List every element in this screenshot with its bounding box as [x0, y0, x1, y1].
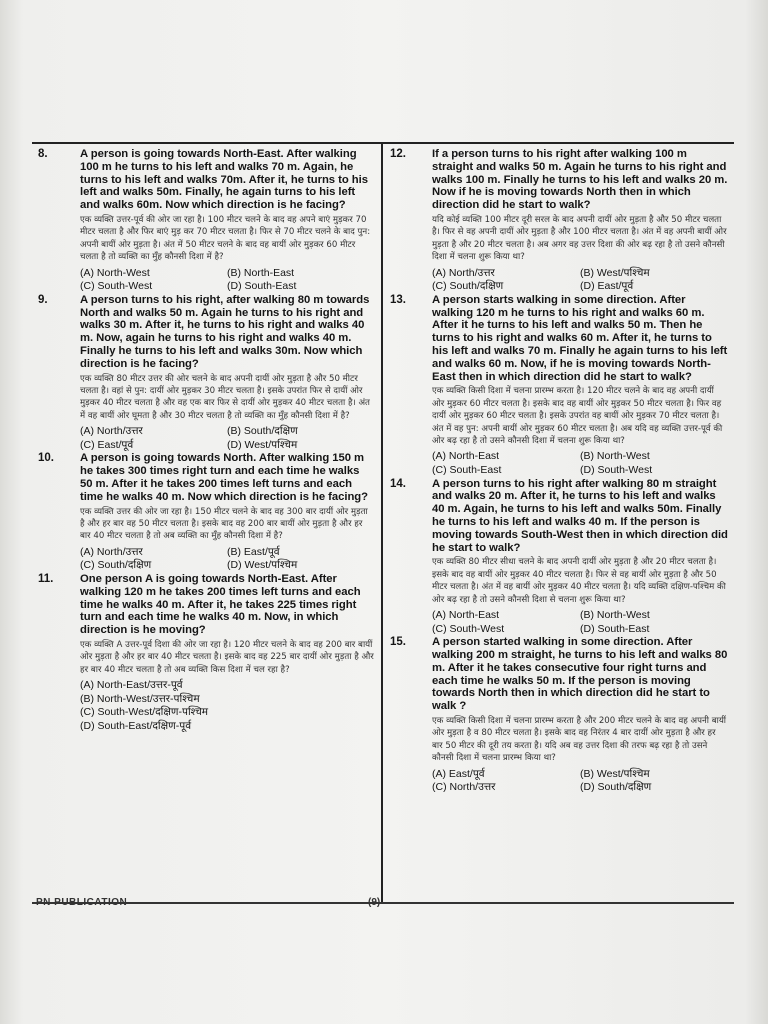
- question-text-hi: एक व्यक्ति 80 मीटर उत्तर की ओर चलने के बाद अपनी दायीं ओर मुड़ता है और 50 मीटर चलता है। वहां से पुन: दायीं ओर मुड़कर 30 मीटर चलता है। इसके उपरांत फिर से दायीं ओर मुड़कर 40 मीटर चलता है और वह एक बार फिर से दायीं ओर मुड़कर 40 मीटर चलता है। अंत में वह बायीं ओर घूमता है और 30 मीटर चलता है तो व्यक्ति का मुँह कौनसी दिशा में है?: [80, 373, 370, 421]
- question-number: 13.: [390, 293, 406, 306]
- question-text-hi: एक व्यक्ति उत्तर-पूर्व की ओर जा रहा है। 100 मीटर चलने के बाद वह अपने बाएं मुड़कर 70 मीटर चलता है और फिर बाएं मुड़ कर 70 मीटर चलता है। फिर से 70 मीटर चलने के बाद पुन: अपनी बायीं ओर मुड़ता है। अंत में 50 मीटर चलने के बाद वह बायीं ओर मुड़कर 60 मीटर चलता है तो व्यक्ति का मुँह कौनसी दिशा में है?: [80, 214, 371, 263]
- option-b: (B) East/पूर्व: [227, 545, 280, 558]
- question-text-hi: एक व्यक्ति किसी दिशा में चलना प्रारम्भ करता है और 200 मीटर चलने के बाद वह अपनी बायीं ओर मुड़ता है व 80 मीटर चलता है। इसके बाद वह निरंतर 4 बार दायीं ओर मुड़ता है और हर बार 50 मीटर की दूरी तय करता है। यदि अब वह उत्तर दिशा की तरफ बढ़ रहा है तो उसने कौनसी दिशा में चलना प्रारम्भ किया था?: [432, 715, 727, 764]
- options-grid: [432, 768, 728, 795]
- question-text-hi: एक व्यक्ति उत्तर की ओर जा रहा है। 150 मीटर चलने के बाद वह 300 बार दायीं ओर मुड़ता है और हर बार वह 50 मीटर चलता है। इसके बाद वह 200 बार बायीं ओर मुड़ता है और हर बार 40 मीटर चलता है तो अब व्यक्ति का मुँह कौनसी दिशा में है?: [80, 506, 368, 542]
- option-b: (B) North-West: [580, 450, 650, 463]
- option-c: (C) South/दक्षिण: [80, 559, 152, 572]
- options-grid: [432, 267, 728, 294]
- question-text-en: A person turns to his right after walking 80 m straight and walks 20 m. After it, he turns to his left and walks 40 m. Again, he turns to his left and walks 50m. Finally he turns to his left and walks 40 m. If the person is moving towards South-West then in which direction did he start to walk?: [432, 477, 728, 554]
- publisher-footer: PN PUBLICATION: [36, 897, 128, 907]
- option-a: (A) East/पूर्व: [432, 767, 485, 780]
- option-d: (D) South/दक्षिण: [580, 781, 652, 794]
- options-grid: [432, 450, 728, 477]
- column-divider: [381, 144, 383, 902]
- option-c: (C) East/पूर्व: [80, 438, 134, 451]
- option-b: (B) North-West: [580, 609, 650, 621]
- option-a: (A) North-East/उत्तर-पूर्व: [80, 679, 183, 692]
- option-d: (D) South-East/दक्षिण-पूर्व: [80, 719, 192, 732]
- option-b: (B) West/पश्चिम: [580, 266, 650, 279]
- question-text-en: One person A is going towards North-East. After walking 120 m he takes 200 times left turns and each time he walks 40 m. After it, he takes 225 times right turn and each time he walks 40 m. Now, in which direction is he moving?: [80, 572, 361, 637]
- question-number: 12.: [390, 148, 406, 160]
- option-d: (D) South-East: [227, 280, 297, 293]
- option-c: (C) South-West: [432, 622, 505, 635]
- option-b: (B) South/दक्षिण: [227, 425, 298, 438]
- options-grid: [80, 425, 374, 452]
- question-number: 15.: [390, 636, 406, 649]
- page-number: (9): [368, 897, 381, 907]
- option-c: (C) South-West: [80, 280, 153, 293]
- question-text-en: A person started walking in some direction. After walking 200 m straight, he turns to his left and walks 80 m. After it he takes consecutive four right turns and each time he walks 50 m. If the person is moving towards North then in which direction did he start to walk ?: [432, 636, 728, 713]
- options-grid: [80, 546, 374, 573]
- question-number: 8.: [38, 148, 48, 160]
- question-number: 14.: [390, 477, 406, 490]
- question-text-en: A person is going towards North-East. After walking 100 m he turns to his left and walks 70 m. Again, he turns to his left and walks 70m. After it, he turns to his left and walks 50m. Finally, he again turns to his left and walks 60m. Now which direction is he facing?: [80, 148, 368, 212]
- options-list: [80, 679, 374, 733]
- option-d: (D) East/पूर्व: [580, 280, 634, 293]
- option-c: (C) North/उत्तर: [432, 781, 496, 794]
- question-text-hi: एक व्यक्ति A उत्तर-पूर्व दिशा की ओर जा रहा है। 120 मीटर चलने के बाद वह 200 बार बायीं ओर मुड़ता है और हर बार 40 मीटर चलता है। इसके बाद वह 225 बार दायीं ओर मुड़ता है और हर बार 40 मीटर चलता है तो अब व्यक्ति किस दिशा में चल रहा है?: [80, 639, 374, 675]
- question-number: 10.: [38, 452, 54, 465]
- option-a: (A) North-East: [432, 609, 500, 621]
- question-text-hi: यदि कोई व्यक्ति 100 मीटर दूरी सरल के बाद अपनी दायीं ओर मुड़ता है और 50 मीटर चलता है। फिर से वह अपनी दायीं ओर मुड़ता है और 100 मीटर चलता है। अंत में वह अपनी बायीं ओर मुड़ता है और 20 मीटर चलता है। अब अगर वह उत्तर दिशा की ओर बढ़ रहा है तो उसने कौनसी दिशा में चलना शुरू किया था?: [432, 214, 727, 263]
- question-text-hi: एक व्यक्ति किसी दिशा में चलना प्रारम्भ करता है। 120 मीटर चलने के बाद वह अपनी दायीं ओर मुड़कर 60 मीटर चलता है। इसके बाद वह बायीं ओर मुड़कर 50 मीटर चलता है। फिर वह दायीं ओर मुड़कर 60 मीटर चलता है। इसके उपरांत वह बायीं ओर मुड़कर 70 मीटर चलता है। अंत में वह पुन: अपनी बायीं ओर मुड़कर 60 मीटर चलता है। अब यदि वह व्यक्ति उत्तर-पूर्व की ओर बढ़ रहा है तो उसने कौनसी दिशा में चलना शुरू किया था?: [432, 386, 723, 446]
- option-d: (D) South-West: [580, 464, 653, 476]
- question-12: [388, 148, 728, 294]
- option-c: (C) South/दक्षिण: [432, 280, 504, 293]
- option-b: (B) West/पश्चिम: [580, 767, 650, 780]
- options-grid: [432, 609, 728, 636]
- option-d: (D) West/पश्चिम: [227, 559, 298, 572]
- question-11: [36, 573, 374, 734]
- options-grid: [80, 267, 374, 294]
- option-b: (B) North-East: [227, 266, 295, 279]
- question-text-en: If a person turns to his right after walking 100 m straight and walks 50 m. Again he turns to his right and walks 100 m. Finally he turns to his left and walks 20 m. Now if he is moving towards North then in which direction did he start to walk?: [432, 148, 728, 212]
- option-a: (A) North-West: [80, 266, 150, 279]
- option-c: (C) South-West/दक्षिण-पश्चिम: [80, 706, 209, 719]
- option-a: (A) North/उत्तर: [80, 425, 143, 438]
- question-8: [36, 148, 374, 294]
- question-text-en: A person is going towards North. After walking 150 m he takes 300 times right turn and each time he walks 50 m. After it he takes 200 times left turns and each time he walks 40 m. Now which direction is he facing?: [80, 452, 369, 503]
- question-number: 11.: [38, 572, 54, 585]
- question-number: 9.: [38, 293, 48, 306]
- option-b: (B) North-West/उत्तर-पश्चिम: [80, 692, 200, 705]
- option-a: (A) North-East: [432, 450, 500, 463]
- question-9: [36, 294, 374, 453]
- question-15: [388, 636, 728, 795]
- option-a: (A) North/उत्तर: [432, 266, 495, 279]
- question-10: [36, 452, 374, 573]
- question-13: [388, 294, 728, 478]
- question-frame: [32, 142, 734, 904]
- option-d: (D) South-East: [580, 622, 650, 635]
- left-column: [36, 148, 374, 734]
- question-text-en: A person turns to his right, after walking 80 m towards North and walks 50 m. Again he turns to his right and walks 30 m. After it, he turns to his right and walks 40 m. Now, again he turns to his right and walks 40 m. Finally he turns to his left and walks 30m. Now which direction is he facing?: [80, 293, 370, 370]
- question-text-en: A person starts walking in some direction. After walking 120 m he turns to his right and walks 60 m. After it he turns to his left and walks 50 m. Then he turns to his right and walks 60 m. After it, he turns to his left and walks 70 m. Finally he again turns to his left and walks 60 m. Now, if he is moving towards North-East then in which direction did he start to walk?: [432, 293, 728, 383]
- question-text-hi: एक व्यक्ति 80 मीटर सीधा चलने के बाद अपनी दायीं ओर मुड़ता है और 20 मीटर चलता है। इसके बाद वह बायीं ओर मुड़कर 40 मीटर चलता है। फिर से वह बायीं ओर मुड़ता है और 50 मीटर चलता है। अंत में वह बायीं ओर मुड़कर 40 मीटर चलता है। यदि व्यक्ति दक्षिण-पश्चिम की ओर बढ़ रहा है तो उसने कौनसी दिशा से चलना शुरू किया था?: [432, 557, 726, 605]
- option-a: (A) North/उत्तर: [80, 545, 143, 558]
- option-d: (D) West/पश्चिम: [227, 438, 298, 451]
- right-column: [388, 148, 728, 795]
- option-c: (C) South-East: [432, 464, 502, 476]
- question-14: [388, 478, 728, 637]
